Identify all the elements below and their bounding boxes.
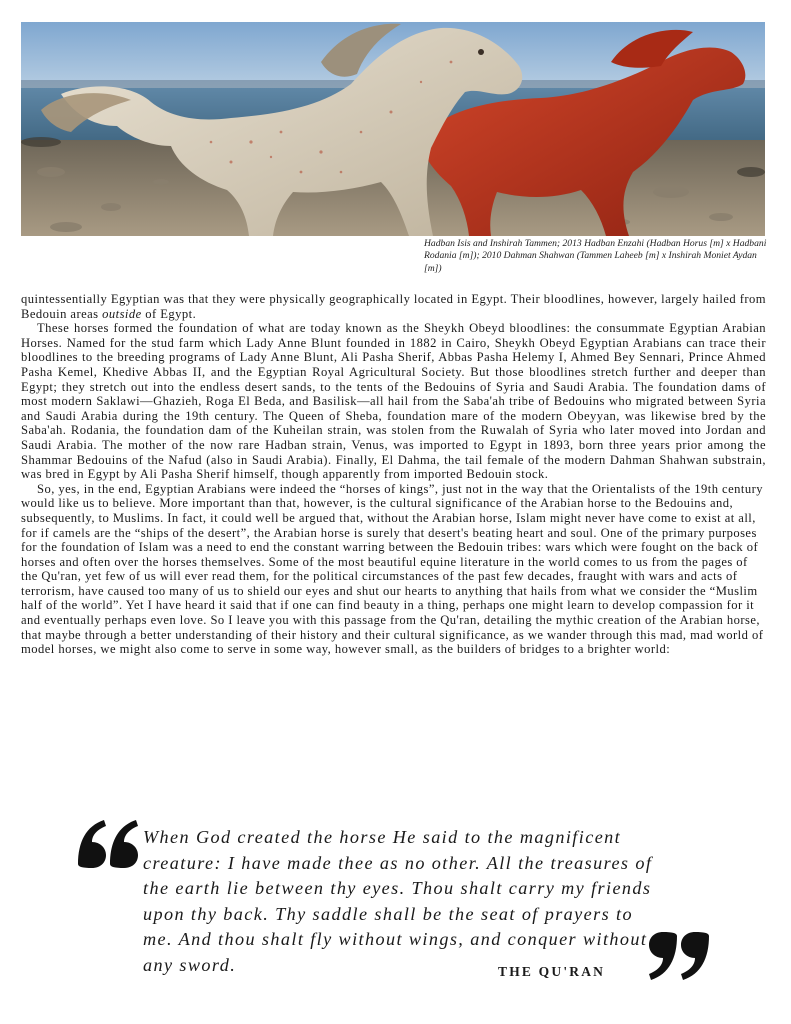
- paragraph-1-emphasis: outside: [102, 306, 142, 321]
- article-paragraph-2: These horses formed the foundation of what are today known as the Sheykh Obeyd bloodlines: the consummate Egyptian Arabian Horses. Named for the stud farm which Lady Anne Blunt founded in 1882 in Cairo, Sheykh Obeyd Egyptian Arabians can trace their bloodlines to the breeding programs of Lady Anne Blunt, Ali Pasha Sherif, Abbas Pasha Helemy I, Ahmed Bey Sennari, Prince Ahmed Pasha Kemel, Khedive Abbas II, and the Egyptian Royal Agricultural Society. But those bloodlines stretch further and deeper than Egypt; they stretch out into the endless desert sands, to the tents of the Bedouins of Syria and Saudi Arabia. The foundation dams of most modern Saklawi—Ghazieh, Roga El Beda, and Basilisk—all hail from the Saba'ah tribe of Bedouins who migrated between Syria and Saudi Arabia during the 19th century. The Queen of Sheba, foundation mare of the modern Obeyyan, was likewise bred by the Saba'ah. Rodania, the foundation dam of the Kuheilan strain, was stolen from the Ruwalah of Syria who later moved into Jordan and Saudi Arabia. The mother of the now rare Hadban strain, Venus, was imported to Egypt in 1893, born three years prior among the Shammar Bedouins of the Nafud (also in Saudi Arabia). Finally, El Dahma, the tail female of the modern Dahman Shahwan substrain, was bred in Egypt by Ali Pasha Sherif himself, though apparently from imported Bedouin stock.: [21, 321, 766, 482]
- paragraph-1-text-b: of Egypt.: [141, 306, 197, 321]
- article-paragraph-1: [21, 292, 766, 321]
- quote-attribution: THE QU'RAN: [498, 964, 606, 979]
- open-quote-icon: [74, 812, 140, 872]
- close-quote-icon: [647, 928, 713, 988]
- photo-caption: Hadban Isis and Inshirah Tammen; 2013 Hadban Enzahi (Hadban Horus [m] x Hadbani Rodania [m]); 2010 Dahman Shahwan (Tammen Laheeb [m] x Inshirah Moniet Aydan [m]): [424, 238, 767, 274]
- paragraph-1-text-a: quintessentially Egyptian was that they were physically geographically located in Egypt. Their bloodlines, however, largely hailed from Bedouin areas: [21, 292, 766, 321]
- quran-quote: When God created the horse He said to the magnificent creature: I have made thee as no other. All the treasures of the earth lie between thy eyes. Thou shalt carry my friends upon thy back. Thy saddle shall be the seat of prayers to me. And thou shalt fly without wings, and conquer without any sword.: [143, 827, 653, 975]
- header-photo: [21, 22, 765, 236]
- horse-models-illustration: [21, 22, 765, 236]
- article-body: [21, 292, 766, 657]
- article-paragraph-3: So, yes, in the end, Egyptian Arabians were indeed the “horses of kings”, just not in the way that the Orientalists of the 19th century would like us to believe. More important than that, however, is the cultural significance of the Arabian horse to the Bedouins and, subsequently, to Muslims. In fact, it could well be argued that, without the Arabian horse, Islam might never have come to exist at all, for if camels are the “ships of the desert”, the Arabian horse is surely that desert's beating heart and soul. One of the primary purposes for the foundation of Islam was a need to end the constant warring between the Bedouin tribes: wars which were fought on the back of horses and often over the horses themselves. Some of the most beautiful equine literature in the world comes to us from the pages of the Qu'ran, yet few of us will ever read them, for the political circumstances of the past few decades, fraught with wars and acts of terrorism, have caused too many of us to shield our eyes and shut our hearts to anything that hails from what we consider the “Muslim half of the world”. Yet I have heard it said that if one can find beauty in a thing, perhaps one might learn to develop compassion for it and eventually perhaps even love. So I leave you with this passage from the Qu'ran, detailing the mythic creation of the Arabian horse, that maybe through a better understanding of their history and their cultural significance, as we wander through this mad, mad world of model horses, we might also come to serve in some way, however small, as the builders of bridges to a brighter world:: [21, 481, 764, 657]
